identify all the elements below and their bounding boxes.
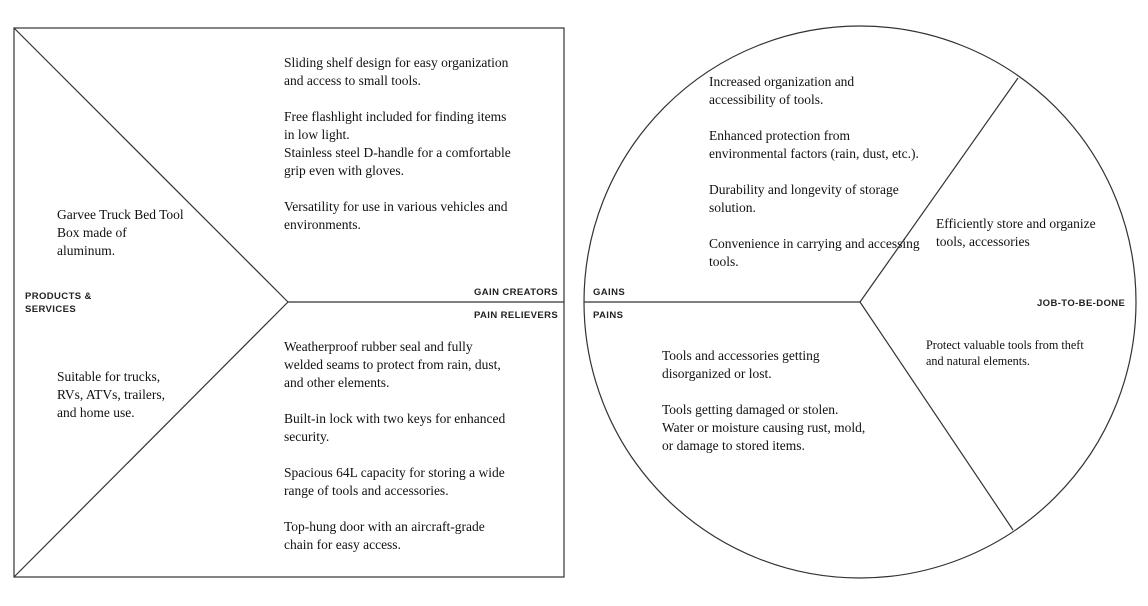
gain-creators-list: [284, 54, 512, 234]
gains-list: [709, 73, 924, 271]
job-item: Efficiently store and organize tools, accessories: [936, 216, 1096, 249]
gain-creator-item: Sliding shelf design for easy organization and access to small tools.: [284, 55, 509, 88]
pain-item: Tools and accessories getting disorganized or lost.: [662, 348, 820, 381]
job-to-be-done-label: JOB-TO-BE-DONE: [1037, 298, 1126, 309]
gains-label: GAINS: [593, 287, 626, 298]
pains-label: PAINS: [593, 310, 624, 321]
gain-item: Enhanced protection from environmental factors (rain, dust, etc.).: [709, 128, 919, 161]
value-map-upper-diagonal: [14, 28, 288, 302]
gain-creator-item: Versatility for use in various vehicles and environments.: [284, 199, 508, 232]
pain-relievers-label: PAIN RELIEVERS: [474, 310, 559, 321]
gain-item: Convenience in carrying and accessing tools.: [709, 236, 920, 269]
products-services-item: Garvee Truck Bed Tool Box made of aluminum.: [57, 207, 184, 258]
pain-item-group: [662, 401, 867, 455]
pain-item: Tools getting damaged or stolen.: [662, 402, 839, 417]
gain-creator-item-group: [284, 108, 512, 180]
pains-list: [662, 347, 867, 455]
gain-creators-label: GAIN CREATORS: [474, 287, 559, 298]
value-map-lower-diagonal: [14, 302, 288, 577]
gain-creator-item: Stainless steel D-handle for a comfortable grip even with gloves.: [284, 145, 511, 178]
gain-creator-item: Free flashlight included for finding items in low light.: [284, 109, 507, 142]
pain-reliever-item: Spacious 64L capacity for storing a wide range of tools and accessories.: [284, 465, 505, 498]
pain-relievers-list: [284, 338, 510, 554]
gain-item: Increased organization and accessibility of tools.: [709, 74, 855, 107]
pain-item: Water or moisture causing rust, mold, or damage to stored items.: [662, 420, 866, 453]
gain-item: Durability and longevity of storage solution.: [709, 182, 899, 215]
products-services-item: Suitable for trucks, RVs, ATVs, trailers, and home use.: [57, 369, 166, 420]
products-services-label: PRODUCTS & SERVICES: [25, 291, 92, 315]
pain-reliever-item: Built-in lock with two keys for enhanced security.: [284, 411, 506, 444]
pain-reliever-item: Weatherproof rubber seal and fully welded seams to protect from rain, dust, and other elements.: [284, 339, 501, 390]
job-item: Protect valuable tools from theft and natural elements.: [926, 338, 1084, 368]
pain-reliever-item: Top-hung door with an aircraft-grade chain for easy access.: [284, 519, 485, 552]
